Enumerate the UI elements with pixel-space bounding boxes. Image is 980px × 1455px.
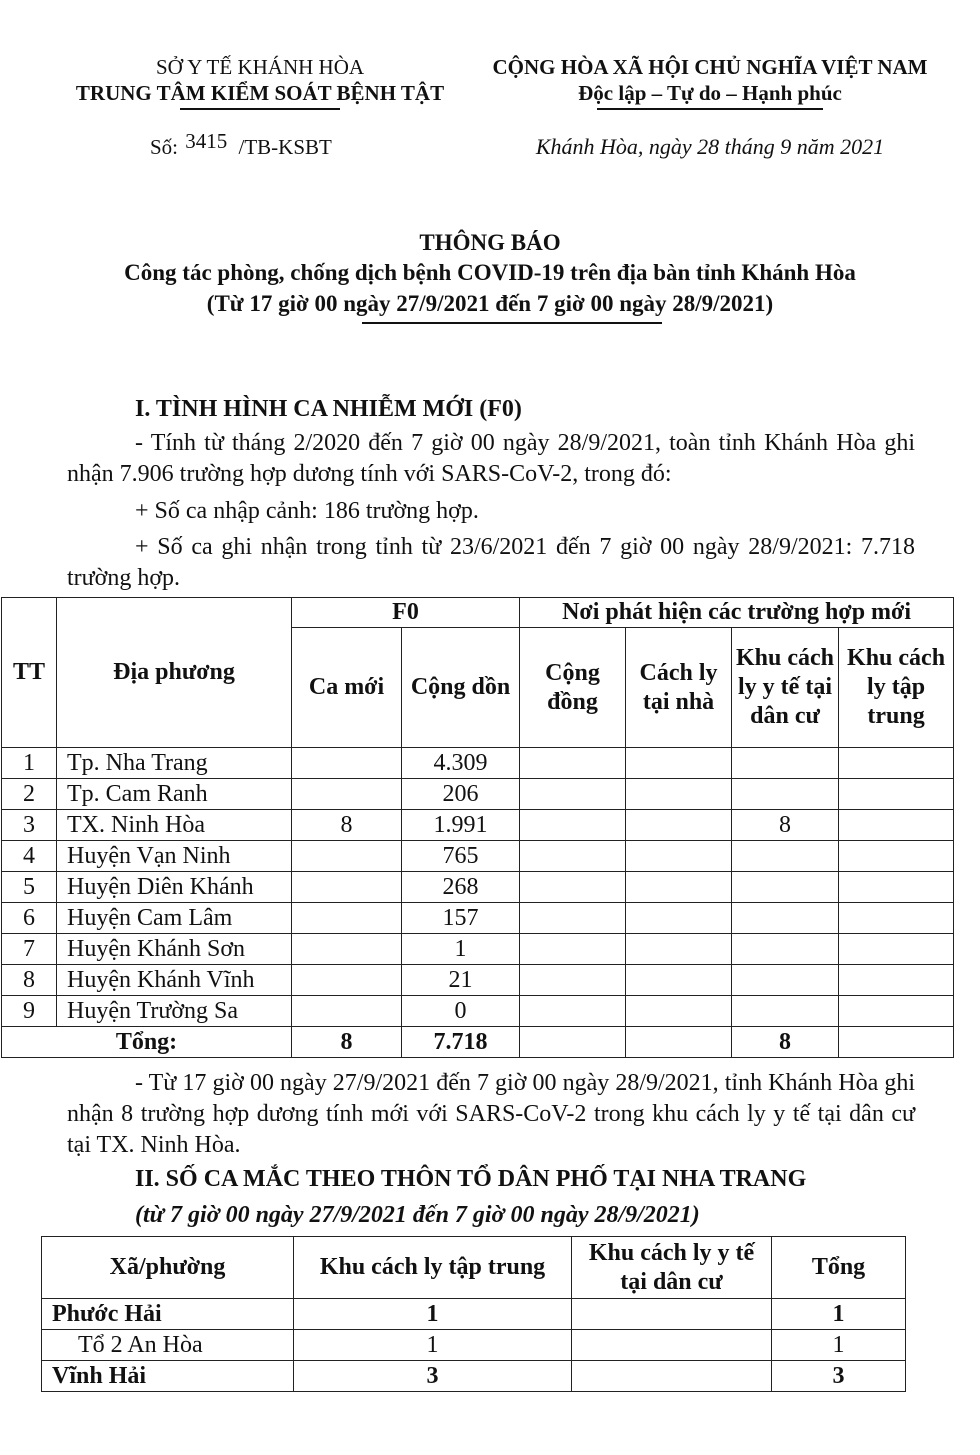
doc-no-value: 3415 [185, 129, 228, 153]
locality-name: Tp. Cam Ranh [57, 779, 292, 810]
resident-quarantine-cases [732, 996, 839, 1027]
col-locality-header: Địa phương [57, 598, 292, 748]
cumulative-cases: 21 [402, 965, 520, 996]
col-central-quarantine-header: Khu cách ly tập trung [294, 1237, 572, 1299]
home-quarantine-cases [626, 748, 732, 779]
community-cases [520, 965, 626, 996]
total-resident: 8 [732, 1027, 839, 1058]
home-quarantine-cases [626, 810, 732, 841]
locality-name: Tp. Nha Trang [57, 748, 292, 779]
table-row [2, 965, 954, 996]
total-new: 8 [292, 1027, 402, 1058]
locality-name: Huyện Trường Sa [57, 996, 292, 1027]
home-quarantine-cases [626, 872, 732, 903]
col-tt-header: TT [2, 598, 57, 748]
resident-quarantine-cases [732, 965, 839, 996]
central-quarantine-cases [839, 934, 954, 965]
nha-trang-wards-table [41, 1236, 906, 1392]
notice-title: THÔNG BÁO [419, 230, 561, 255]
resident-quarantine-cases [732, 903, 839, 934]
cumulative-cases: 0 [402, 996, 520, 1027]
document-number [150, 129, 332, 160]
cumulative-cases: 206 [402, 779, 520, 810]
resident-quarantine-cases: 8 [732, 810, 839, 841]
new-cases [292, 965, 402, 996]
doc-no-suffix: /TB-KSBT [238, 135, 332, 159]
table1-total-row [2, 1027, 954, 1058]
total-central [839, 1027, 954, 1058]
community-cases [520, 934, 626, 965]
col-central-header: Khu cách ly tập trung [839, 628, 954, 748]
central-quarantine-cases [839, 748, 954, 779]
notice-subject: Công tác phòng, chống dịch bệnh COVID-19 trên địa bàn tỉnh Khánh Hòa [124, 260, 856, 285]
new-cases: 8 [292, 810, 402, 841]
new-cases [292, 903, 402, 934]
community-cases [520, 779, 626, 810]
central-quarantine-count: 1 [294, 1299, 572, 1330]
cumulative-cases: 765 [402, 841, 520, 872]
community-cases [520, 872, 626, 903]
ward-total: 1 [772, 1299, 906, 1330]
new-cases [292, 934, 402, 965]
table-row [2, 996, 954, 1027]
table-row [2, 810, 954, 841]
home-quarantine-cases [626, 934, 732, 965]
central-quarantine-cases [839, 965, 954, 996]
resident-quarantine-cases [732, 748, 839, 779]
locality-name: Huyện Khánh Vĩnh [57, 965, 292, 996]
community-cases [520, 841, 626, 872]
central-quarantine-count: 1 [294, 1330, 572, 1361]
ward-total: 3 [772, 1361, 906, 1392]
col-resident-quarantine-header: Khu cách ly y tế tại dân cư [572, 1237, 772, 1299]
agency-underline [180, 108, 340, 110]
new-cases [292, 748, 402, 779]
motto-underline [597, 108, 823, 110]
nation-name: CỘNG HÒA XÃ HỘI CHỦ NGHĨA VIỆT NAM [492, 55, 928, 79]
row-number: 1 [2, 748, 57, 779]
title-underline [362, 322, 662, 324]
f0-cases-table [1, 597, 954, 1058]
central-quarantine-cases [839, 996, 954, 1027]
community-cases [520, 903, 626, 934]
row-number: 7 [2, 934, 57, 965]
section2-heading: II. SỐ CA MẮC THEO THÔN TỔ DÂN PHỐ TẠI NHA TRANG [135, 1166, 807, 1192]
col-f0-header: F0 [292, 598, 520, 628]
community-cases [520, 748, 626, 779]
col-ward-header: Xã/phường [42, 1237, 294, 1299]
table-row [2, 779, 954, 810]
resident-quarantine-cases [732, 872, 839, 903]
home-quarantine-cases [626, 903, 732, 934]
home-quarantine-cases [626, 996, 732, 1027]
locality-name: Huyện Vạn Ninh [57, 841, 292, 872]
notice-period: (Từ 17 giờ 00 ngày 27/9/2021 đến 7 giờ 00 ngày 28/9/2021) [206, 291, 774, 316]
central-quarantine-cases [839, 903, 954, 934]
home-quarantine-cases [626, 779, 732, 810]
locality-name: Huyện Khánh Sơn [57, 934, 292, 965]
place-date: Khánh Hòa, ngày 28 tháng 9 năm 2021 [535, 134, 885, 159]
table1-body [2, 748, 954, 1027]
section1-paragraph-2: + Số ca nhập cảnh: 186 trường hợp. [135, 498, 479, 524]
resident-quarantine-count [572, 1361, 772, 1392]
cumulative-cases: 1 [402, 934, 520, 965]
resident-quarantine-cases [732, 841, 839, 872]
table-row [42, 1299, 906, 1330]
row-number: 3 [2, 810, 57, 841]
agency-name: TRUNG TÂM KIỂM SOÁT BỆNH TẬT [75, 81, 445, 105]
ward-name: Vĩnh Hải [42, 1361, 294, 1392]
col-total-header: Tổng [772, 1237, 906, 1299]
table2-header-row [42, 1237, 906, 1299]
col-detect-header: Nơi phát hiện các trường hợp mới [520, 598, 954, 628]
agency-parent: SỞ Y TẾ KHÁNH HÒA [155, 55, 365, 79]
section1-paragraph-3: + Số ca ghi nhận trong tỉnh từ 23/6/2021 đến 7 giờ 00 ngày 28/9/2021: 7.718 trường hợp. [67, 534, 915, 591]
central-quarantine-count: 3 [294, 1361, 572, 1392]
section1-heading: I. TÌNH HÌNH CA NHIỄM MỚI (F0) [135, 396, 522, 422]
col-new-cases-header: Ca mới [292, 628, 402, 748]
cumulative-cases: 157 [402, 903, 520, 934]
central-quarantine-cases [839, 872, 954, 903]
total-cumulative: 7.718 [402, 1027, 520, 1058]
central-quarantine-cases [839, 810, 954, 841]
total-community [520, 1027, 626, 1058]
table-row [2, 872, 954, 903]
new-cases [292, 872, 402, 903]
row-number: 6 [2, 903, 57, 934]
ward-name: Phước Hải [42, 1299, 294, 1330]
row-number: 4 [2, 841, 57, 872]
total-label: Tổng: [2, 1027, 292, 1058]
central-quarantine-cases [839, 841, 954, 872]
locality-name: Huyện Diên Khánh [57, 872, 292, 903]
national-motto: Độc lập – Tự do – Hạnh phúc [578, 81, 842, 105]
total-home [626, 1027, 732, 1058]
resident-quarantine-cases [732, 779, 839, 810]
doc-no-label: Số: [150, 135, 179, 159]
section2-subheading: (từ 7 giờ 00 ngày 27/9/2021 đến 7 giờ 00 ngày 28/9/2021) [135, 1202, 700, 1228]
cumulative-cases: 4.309 [402, 748, 520, 779]
table-row [42, 1361, 906, 1392]
ward-name: Tổ 2 An Hòa [42, 1330, 294, 1361]
resident-quarantine-cases [732, 934, 839, 965]
section1-paragraph-1: - Tính từ tháng 2/2020 đến 7 giờ 00 ngày 28/9/2021, toàn tỉnh Khánh Hòa ghi nhận 7.906 trường hợp dương tính với SARS-CoV-2, trong đó: [67, 430, 915, 487]
section1-paragraph-4: - Từ 17 giờ 00 ngày 27/9/2021 đến 7 giờ 00 ngày 28/9/2021, tỉnh Khánh Hòa ghi nhận 8 trường hợp dương tính mới với SARS-CoV-2 trong khu cách ly y tế tại dân cư tại TX. Ninh Hòa. [67, 1070, 915, 1158]
table-row [2, 903, 954, 934]
row-number: 8 [2, 965, 57, 996]
row-number: 5 [2, 872, 57, 903]
cumulative-cases: 268 [402, 872, 520, 903]
col-resident-header: Khu cách ly y tế tại dân cư [732, 628, 839, 748]
table1-header-row-1 [2, 598, 954, 628]
community-cases [520, 810, 626, 841]
central-quarantine-cases [839, 779, 954, 810]
ward-total: 1 [772, 1330, 906, 1361]
locality-name: Huyện Cam Lâm [57, 903, 292, 934]
resident-quarantine-count [572, 1330, 772, 1361]
new-cases [292, 779, 402, 810]
new-cases [292, 996, 402, 1027]
table2-body [42, 1299, 906, 1392]
table-row [2, 934, 954, 965]
home-quarantine-cases [626, 841, 732, 872]
cumulative-cases: 1.991 [402, 810, 520, 841]
col-home-header: Cách ly tại nhà [626, 628, 732, 748]
home-quarantine-cases [626, 965, 732, 996]
resident-quarantine-count [572, 1299, 772, 1330]
new-cases [292, 841, 402, 872]
col-cumulative-header: Cộng dồn [402, 628, 520, 748]
row-number: 9 [2, 996, 57, 1027]
community-cases [520, 996, 626, 1027]
col-community-header: Cộng đồng [520, 628, 626, 748]
table-row [2, 748, 954, 779]
locality-name: TX. Ninh Hòa [57, 810, 292, 841]
table-row [42, 1330, 906, 1361]
row-number: 2 [2, 779, 57, 810]
table-row [2, 841, 954, 872]
